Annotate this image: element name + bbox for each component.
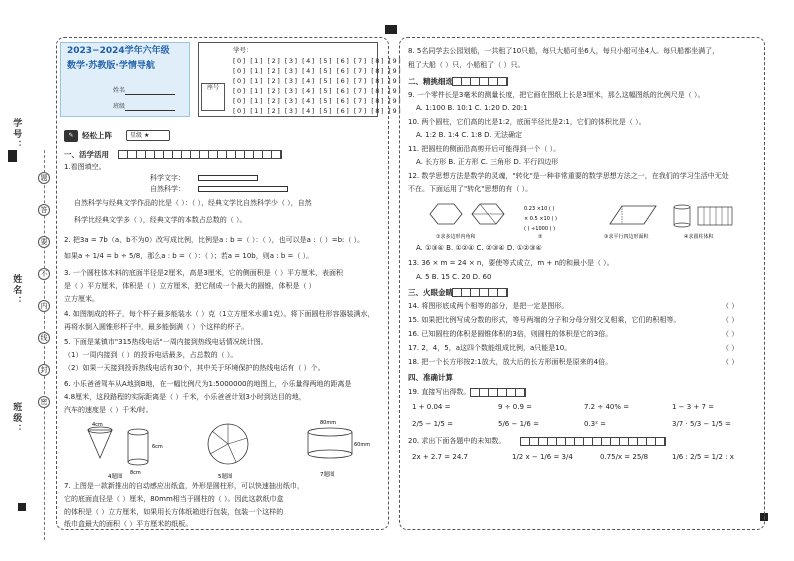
question-text: 5. 下面是某镇市"315热线电话"一周内接到热线电话情况统计图。: [64, 338, 268, 346]
figures-row: [78, 418, 378, 480]
calc-item: 1 + 0.04 =: [412, 403, 451, 411]
question-text: （2）如果一天接到投诉热线电话有30个，其中关于环境保护的热线电话有（ ）个。: [64, 364, 325, 372]
options-text: A. 1:2 B. 1:4 C. 1:8 D. 无法确定: [416, 131, 523, 139]
question-text: 如果a ÷ 1/4 = b ÷ 5/8，那么a : b =（ ）：（ ）；若a = 10b，则a : b =（ ）。: [64, 252, 314, 260]
cone-cup-figure: [88, 427, 112, 458]
calc-item: 3/7 · 5/3 − 1/5 =: [672, 420, 731, 428]
question-text: 科学比经典文学多（ ），经典文学的本数占总数的（ ）。: [74, 216, 247, 224]
section-title: 四、准确计算: [408, 373, 453, 382]
figure-caption: 4题图: [108, 474, 123, 480]
question-text: 19. 直接写出得数。: [408, 388, 471, 396]
question-text: 再将水倒入圆锥形杯子中，最多能倒满（ ）个这样的杯子。: [64, 323, 249, 331]
name-field[interactable]: [125, 94, 175, 95]
answer-paren[interactable]: （ ）: [722, 330, 739, 338]
parallelogram-figure: [610, 206, 656, 224]
seal-char: 内: [38, 300, 50, 312]
figure-caption: ①求多边形内角和: [436, 234, 476, 240]
name-label: 姓名: [113, 87, 126, 94]
student-id-box: [198, 42, 403, 117]
question-text: 1.看图填空。: [64, 163, 106, 171]
question-text: 不在。下面运用了"转化"思想的有（ ）。: [408, 185, 533, 193]
calc-item: 5/6 − 1/6 =: [498, 420, 539, 428]
svg-text:0.23 ×10 ( ): 0.23 ×10 ( ): [524, 206, 555, 212]
section-badge: 轻松上阵: [82, 131, 112, 140]
binding-xuehao: 学号：: [11, 118, 22, 151]
answer-paren[interactable]: （ ）: [722, 302, 739, 310]
bar-segment: [198, 186, 288, 192]
section-title: 二、精挑细选: [408, 77, 453, 86]
question-text: 纸巾盒最大的面积（ ）平方厘米的纸板。: [64, 520, 193, 528]
section-title: 三、火眼金睛: [408, 288, 453, 297]
score-boxes: [118, 150, 282, 159]
calc-item: 9 ÷ 0.9 =: [498, 403, 532, 411]
calc-item: 2/5 − 1/5 =: [412, 420, 453, 428]
equation: 1/6 : 2/5 = 1/2 : x: [672, 453, 734, 461]
question-text: （1）一周内接到（ ）的投诉电话最多，占总数的（ ）。: [64, 351, 238, 359]
cylinder-slice-figure: [674, 205, 732, 227]
score-boxes: [452, 77, 508, 86]
dim-label: 4cm: [92, 422, 103, 428]
svg-text:( ) ÷1000 ( ): ( ) ÷1000 ( ): [524, 226, 556, 232]
registration-marker: [385, 25, 397, 34]
equation: 1/2 x − 1/6 = 3/4: [512, 453, 573, 461]
seal-char: 不: [38, 268, 50, 280]
question-text: 自然科学与经典文学作品的比是（ ）：（ ），经典文学比自然科学少（ ），自然: [74, 199, 312, 207]
question-text: 汽车的速度是（ ）千米/时。: [64, 406, 153, 414]
title-banner: [60, 42, 190, 117]
seal-char: 封: [38, 364, 50, 376]
seat-box[interactable]: [201, 83, 225, 111]
svg-text:× 0.5 ×10 ( ): × 0.5 ×10 ( ): [524, 216, 557, 222]
question-text: 4. 如图制成的杯子，每个杯子最多能装水（ ）克（1立方厘米水重1克）。将下面圆柱形容器装满水，: [64, 310, 375, 318]
binding-banji: 班级：: [11, 402, 22, 435]
question-text: 10. 两个圆柱，它们高的比是1:2，底面半径比是2:1，它们的体积比是（ ）。: [408, 118, 646, 126]
figure-caption: ②: [538, 234, 543, 240]
figure-caption: ③求平行四边形面积: [604, 234, 649, 240]
question-text: 4.8厘米，这段路程的实际距离是（ ）千米，小乐爸爸计划3小时到达目的地，: [64, 393, 306, 401]
question-text: 12. 数学思想方法是数学的灵魂，"转化"是一种非常重要的数学思想方法之一，在我们的学习生活中无处: [408, 172, 729, 180]
seat-label: 座号: [206, 84, 219, 91]
question-text: 8. 5名同学去公园划船，一共租了10只船，每只大船可坐6人，每只小船可坐4人。每只船都坐满了，: [408, 47, 720, 55]
id-row[interactable]: [0] [1] [2] [3] [4] [5] [6] [7] [8] [9]: [233, 107, 403, 115]
seal-char: 答: [38, 204, 50, 216]
question-text: 18. 把一个长方形按2:1放大，放大后的长方形面积是原来的4倍。: [408, 358, 613, 366]
cylinder-figure: [128, 429, 148, 465]
hexagon-figure: [430, 204, 504, 224]
question-text: 15. 如果把比例写成分数的形式，等号两端的分子和分母分别交叉相乘，它们的积相等。: [408, 316, 681, 324]
binding-xingming: 姓名：: [11, 274, 22, 307]
calc-item: 7.2 ÷ 40% =: [584, 403, 630, 411]
question-text: 9. 一个零件长是3毫米的测量长度，把它画在图纸上长是3厘米，那么这幅图纸的比例尺是（ ）。: [408, 91, 705, 99]
options-text: A. 长方形 B. 正方形 C. 三角形 D. 平行四边形: [416, 158, 559, 166]
class-field[interactable]: [125, 110, 175, 111]
level-tag: [126, 130, 170, 141]
level-label: 星级: [130, 132, 143, 139]
question-text: 7. 上图是一款新推出的自动感应出纸盒，外形是圆柱形，可以快速抽出纸巾，: [64, 482, 304, 490]
question-text: 租了大船（ ）只，小船租了（ ）只。: [408, 61, 525, 69]
options-text: A. 1:100 B. 10:1 C. 1:20 D. 20:1: [416, 104, 528, 112]
calc-item: 0.3² =: [584, 420, 607, 428]
badge-icon: ✎: [64, 130, 78, 142]
dim-label: 6cm: [152, 444, 163, 450]
id-row[interactable]: [0] [1] [2] [3] [4] [5] [6] [7] [8] [9]: [233, 87, 403, 95]
question-text: 17. 2，4，5，a这四个数能组成比例，a只能是10。: [408, 344, 572, 352]
question-text: 11. 把圆柱的侧面沿高剪开后可能得到一个（ ）。: [408, 145, 561, 153]
id-row[interactable]: [0] [1] [2] [3] [4] [5] [6] [7] [8] [9]: [233, 57, 403, 65]
section-title: 一、活学活用: [64, 150, 109, 159]
registration-marker: [8, 150, 17, 162]
id-row[interactable]: [0] [1] [2] [3] [4] [5] [6] [7] [8] [9]: [233, 77, 403, 85]
star-icon: ★: [143, 132, 150, 139]
calc-item: 1 − 3 + 7 =: [672, 403, 715, 411]
year-title: 2023−2024学年六年级: [67, 46, 170, 56]
pie-figure: [208, 424, 248, 464]
id-label: 学号：: [233, 46, 253, 54]
subject-title: 数学·苏教版·学情导航: [67, 61, 155, 71]
id-row[interactable]: [0] [1] [2] [3] [4] [5] [6] [7] [8] [9]: [233, 67, 403, 75]
transform-figures: [420, 198, 740, 240]
figure-caption: ④求圆柱体积: [684, 234, 714, 240]
figure-caption: 5题图: [218, 474, 233, 480]
answer-paren[interactable]: （ ）: [722, 316, 739, 324]
question-text: 14. 将图形底成两个相等的部分，是把一定是图形。: [408, 302, 569, 310]
class-label: 班级: [113, 103, 126, 110]
dim-label: 60mm: [354, 442, 371, 448]
tissue-box-figure: [308, 428, 352, 458]
question-text: 16. 已知圆柱的体积是圆锥体积的3倍，则圆柱的体积是它的3倍。: [408, 330, 613, 338]
score-boxes: [470, 388, 526, 397]
score-boxes: [520, 437, 666, 446]
dim-label: 80mm: [320, 420, 337, 426]
question-text: 立方厘米。: [64, 295, 99, 303]
id-row[interactable]: [0] [1] [2] [3] [4] [5] [6] [7] [8] [9]: [233, 97, 403, 105]
seal-char: 线: [38, 332, 50, 344]
answer-paren[interactable]: （ ）: [722, 344, 739, 352]
registration-marker: [18, 503, 26, 511]
question-text: 2. 把3a = 7b（a、b不为0）改写成比例，比例是a : b =（ ）：（ ），也可以是a :（ ）=b:（ ）。: [64, 236, 365, 244]
fraction-figure: [524, 206, 557, 232]
seal-char: 密: [38, 396, 50, 408]
dim-label: 8cm: [130, 470, 141, 476]
legend-label: 科学文字：: [150, 174, 185, 182]
bar-segment: [198, 175, 258, 181]
score-boxes: [452, 288, 508, 297]
question-text: 是（ ）平方厘米，体积是（ ）立方厘米，把它削成一个最大的圆锥，体积是（ ）: [64, 282, 316, 290]
question-text: 3. 一个圆柱体木料的底面半径是2厘米，高是3厘米，它的侧面积是（ ）平方厘米，表面积: [64, 269, 344, 277]
question-text: 它的底面直径是（ ）厘米，80mm相当于圆柱的（ ）。因此这款纸巾盒: [64, 495, 284, 503]
seal-char: 要: [38, 236, 50, 248]
options-text: A. 5 B. 15 C. 20 D. 60: [416, 273, 492, 281]
figure-caption: 7题图: [320, 472, 335, 478]
question-text: 6. 小乐爸爸驾车从A地到B地，在一幅比例尺为1:5000000的地图上，小乐量得两地的距离是: [64, 380, 352, 388]
options-text: A. ①③④ B. ①②④ C. ②③④ D. ①②③④: [416, 244, 542, 252]
equation: 0.75/x = 25/8: [600, 453, 649, 461]
answer-paren[interactable]: （ ）: [722, 358, 739, 366]
question-text: 的体积是（ ）立方厘米，如果用长方体纸箱进行包装，包装一个这样的: [64, 508, 284, 516]
question-text: 20. 求出下面各题中的未知数。: [408, 437, 506, 445]
legend-label: 自然科学：: [150, 185, 185, 193]
equation: 2x + 2.7 = 24.7: [412, 453, 468, 461]
seal-char: 题: [38, 172, 50, 184]
question-text: 13. 36 × m = 24 × n，要使等式成立，m + n的和最小是（ ）。: [408, 259, 614, 267]
